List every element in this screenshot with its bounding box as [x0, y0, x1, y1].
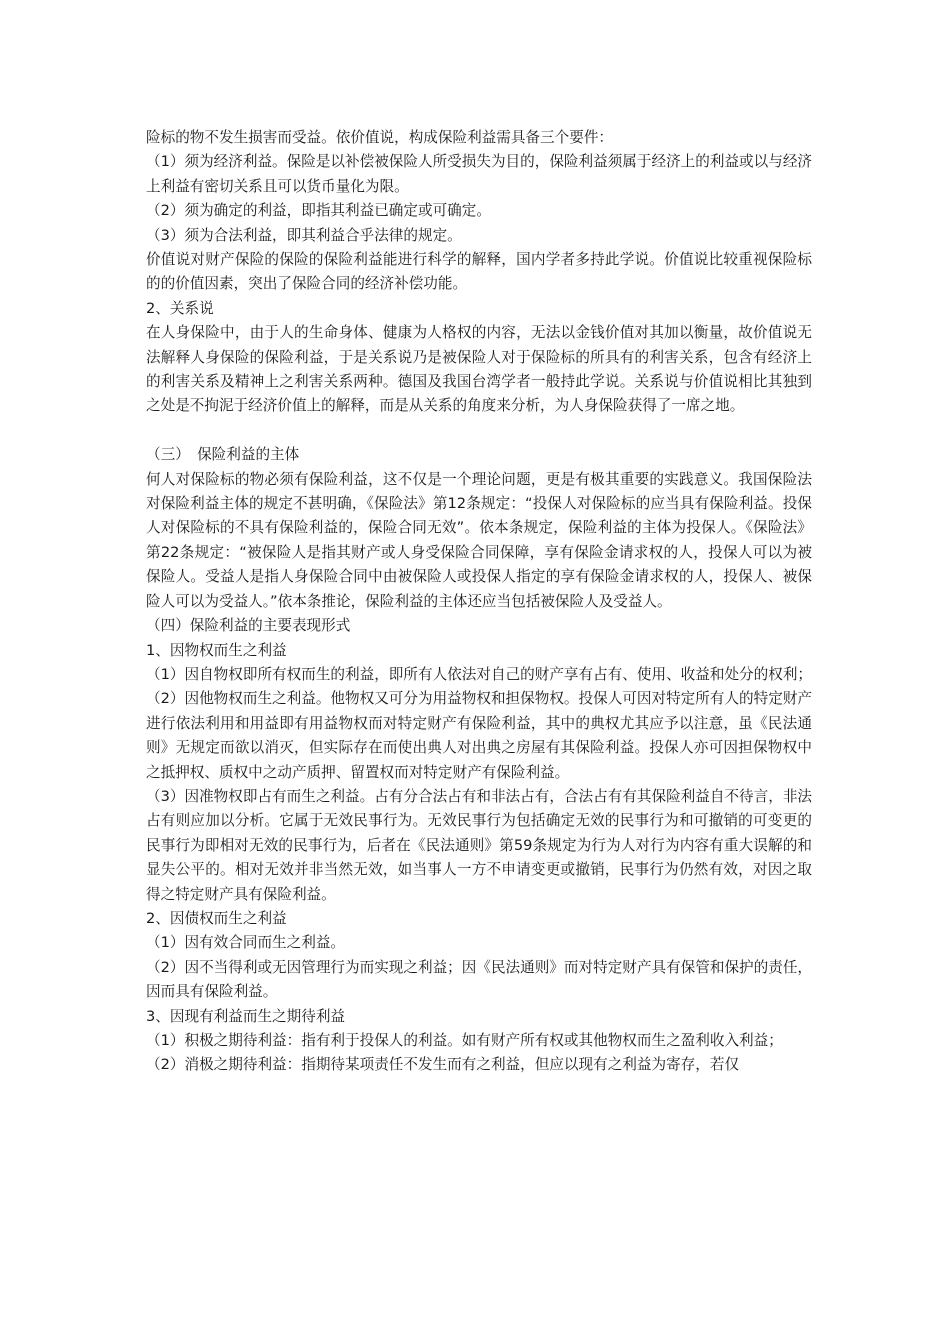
paragraph: （3）须为合法利益，即其利益合乎法律的规定。 [146, 226, 462, 244]
section-heading: （三） 保险利益的主体 [146, 446, 300, 464]
paragraph: 险标的物不发生损害而受益。依价值说，构成保险利益需具备三个要件： [146, 129, 614, 146]
document-body [146, 126, 812, 1078]
section-heading: 2、因债权而生之利益 [146, 909, 287, 927]
paragraph: 何人对保险标的物必须有保险利益，这不仅是一个理论问题，更是有极其重要的实践意义。我国保险法对保险利益主体的规定不甚明确，《保险法》第12条规定：“投保人对保险标的应当具有保险利益。投保人对保险标的不具有保险利益的，保险合同无效”。依本条规定，保险利益的主体为投保人。《保险法》第22条规定：“被保险人是指其财产或人身受保险合同保障，享有保险金请求权的人，投保人可以为被保险人。受益人是指人身保险合同中由被保险人或投保人指定的享有保险金请求权的人，投保人、被保险人可以为受益人。”依本条推论，保险利益的主体还应当包括被保险人及受益人。 [146, 470, 812, 610]
blank-line [146, 419, 812, 443]
paragraph: （2）消极之期待利益：指期待某项责任不发生而有之利益，但应以现有之利益为寄存，若仅 [146, 1056, 740, 1074]
paragraph: （2）因他物权而生之利益。他物权又可分为用益物权和担保物权。投保人可因对特定所有人的特定财产进行依法利用和用益即有用益物权而对特定财产有保险利益，其中的典权尤其应予以注意，虽《民法通则》无规定而欲以消灭，但实际存在而使出典人对出典之房屋有其保险利益。投保人亦可因担保物权中之抵押权、质权中之动产质押、留置权而对特定财产有保险利益。 [146, 690, 813, 781]
paragraph: （1）积极之期待利益：指有利于投保人的利益。如有财产所有权或其他物权而生之盈利收入利益； [146, 1032, 783, 1050]
paragraph: （1）须为经济利益。保险是以补偿被保险人所受损失为目的，保险利益须属于经济上的利益或以与经济上利益有密切关系且可以货币量化为限。 [146, 153, 813, 195]
paragraph: 在人身保险中，由于人的生命身体、健康为人格权的内容，无法以金钱价值对其加以衡量，故价值说无法解释人身保险的保险利益，于是关系说乃是被保险人对于保险标的所具有的利害关系，包含有经济上的利害关系及精神上之利害关系两种。德国及我国台湾学者一般持此学说。关系说与价值说相比其独到之处是不拘泥于经济价值上的解释，而是从关系的角度来分析，为人身保险获得了一席之地。 [146, 324, 812, 415]
paragraph: 价值说对财产保险的保险的保险利益能进行科学的解释，国内学者多持此学说。价值说比较重视保险标的的价值因素，突出了保险合同的经济补偿功能。 [146, 251, 812, 293]
paragraph: （2）须为确定的利益，即指其利益已确定或可确定。 [146, 202, 491, 220]
section-heading: 2、关系说 [146, 299, 214, 317]
section-heading: 3、因现有利益而生之期待利益 [146, 1007, 346, 1025]
section-heading: （四）保险利益的主要表现形式 [146, 617, 351, 635]
paragraph: （3）因准物权即占有而生之利益。占有分合法占有和非法占有，合法占有有其保险利益自不待言，非法占有则应加以分析。它属于无效民事行为。无效民事行为包括确定无效的民事行为和可撤销的可变更的民事行为即相对无效的民事行为，后者在《民法通则》第59条规定为行为人对行为内容有重大误解的和显失公平的。相对无效并非当然无效，如当事人一方不申请变更或撤销，民事行为仍然有效，对因之取得之特定财产具有保险利益。 [146, 787, 813, 903]
paragraph: （2）因不当得利或无因管理行为而实现之利益；因《民法通则》而对特定财产具有保管和保护的责任，因而具有保险利益。 [146, 958, 813, 1001]
paragraph: （1）因自物权即所有权而生的利益，即所有人依法对自己的财产享有占有、使用、收益和处分的权利； [146, 665, 813, 683]
paragraph: （1）因有效合同而生之利益。 [146, 934, 346, 952]
section-heading: 1、因物权而生之利益 [146, 641, 287, 659]
